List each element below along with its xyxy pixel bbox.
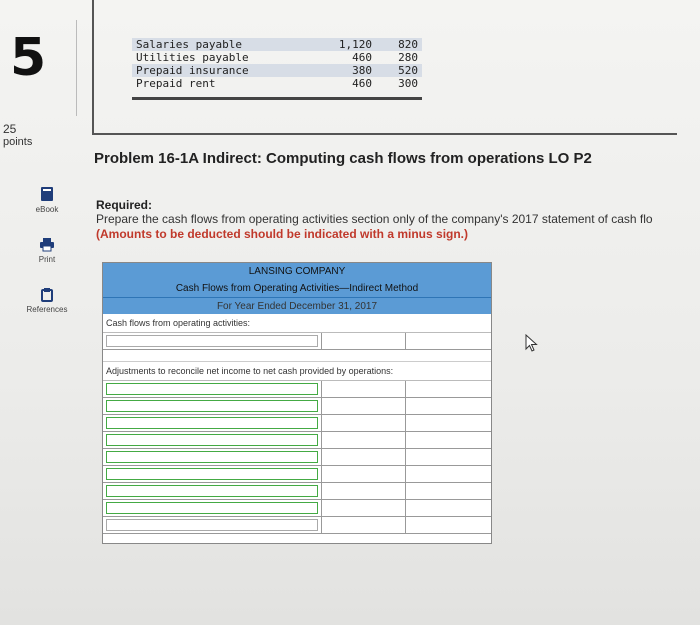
required-label: Required:	[96, 198, 153, 212]
statement-period: For Year Ended December 31, 2017	[103, 297, 491, 314]
mouse-cursor-icon	[525, 334, 539, 352]
cash-flow-statement	[102, 262, 492, 544]
account-value-2016: 280	[398, 51, 418, 64]
account-value-2017: 1,120	[338, 38, 372, 51]
divider	[76, 20, 77, 116]
description-input[interactable]	[103, 415, 322, 431]
points-indicator	[3, 122, 32, 148]
company-name: LANSING COMPANY	[248, 266, 346, 277]
description-input[interactable]	[103, 500, 322, 516]
amount-input[interactable]	[322, 415, 407, 431]
total-input[interactable]	[406, 466, 491, 482]
description-input[interactable]	[103, 517, 322, 533]
total-input[interactable]	[406, 381, 491, 397]
account-value-2017: 460	[352, 77, 372, 90]
description-input[interactable]	[103, 381, 322, 397]
ebook-button[interactable]	[22, 186, 72, 214]
spacer-row	[103, 350, 491, 362]
table-row	[103, 432, 491, 449]
account-value-2017: 380	[352, 64, 372, 77]
table-row	[103, 398, 491, 415]
amount-input[interactable]	[322, 432, 407, 448]
amount-input[interactable]	[322, 398, 407, 414]
references-button[interactable]	[22, 288, 72, 314]
required-text: Prepare the cash flows from operating activities section only of the company's 2017 statement of cash flo	[96, 212, 653, 226]
description-input[interactable]	[103, 449, 322, 465]
account-value-2017: 460	[352, 51, 372, 64]
account-name: Prepaid rent	[136, 77, 216, 90]
account-value-2016: 300	[398, 77, 418, 90]
print-button[interactable]	[22, 238, 72, 264]
account-value-2016: 820	[398, 38, 418, 51]
print-label: Print	[38, 255, 56, 264]
table-row	[103, 381, 491, 398]
ebook-label: eBook	[35, 205, 59, 214]
amount-input[interactable]	[322, 517, 407, 533]
total-input[interactable]	[406, 333, 491, 349]
total-input[interactable]	[406, 517, 491, 533]
account-value-2016: 520	[398, 64, 418, 77]
total-input[interactable]	[406, 415, 491, 431]
amount-input[interactable]	[322, 500, 407, 516]
amount-input[interactable]	[322, 483, 407, 499]
points-value: 25	[3, 122, 17, 136]
references-icon	[40, 288, 54, 302]
cash-flows-label: Cash flows from operating activities:	[103, 314, 491, 333]
total-input[interactable]	[406, 483, 491, 499]
table-row	[132, 51, 422, 64]
total-input[interactable]	[406, 398, 491, 414]
statement-header	[103, 263, 491, 314]
question-number: 5	[10, 28, 47, 88]
description-input[interactable]	[103, 483, 322, 499]
adjustments-label: Adjustments to reconcile net income to net cash provided by operations:	[103, 362, 491, 381]
total-input[interactable]	[406, 432, 491, 448]
book-icon	[40, 186, 54, 202]
description-input[interactable]	[103, 398, 322, 414]
description-input[interactable]	[103, 466, 322, 482]
table-row	[103, 500, 491, 517]
total-input[interactable]	[406, 500, 491, 516]
points-label: points	[3, 136, 33, 148]
description-input[interactable]	[103, 432, 322, 448]
references-label: References	[26, 305, 68, 314]
printer-icon	[39, 238, 55, 252]
table-row	[103, 449, 491, 466]
table-bottom-rule	[132, 97, 422, 100]
amount-input[interactable]	[322, 333, 407, 349]
table-row	[103, 517, 491, 534]
table-row	[132, 64, 422, 77]
table-row	[103, 333, 491, 350]
amount-input[interactable]	[322, 381, 407, 397]
description-input[interactable]	[103, 333, 322, 349]
total-input[interactable]	[406, 449, 491, 465]
table-row	[103, 483, 491, 500]
amount-input[interactable]	[322, 449, 407, 465]
account-table	[132, 38, 422, 90]
account-name: Utilities payable	[136, 51, 249, 64]
problem-title: Problem 16-1A Indirect: Computing cash flows from operations LO P2	[94, 150, 592, 167]
amount-input[interactable]	[322, 466, 407, 482]
account-name: Salaries payable	[136, 38, 242, 51]
statement-title: Cash Flows from Operating Activities—Indirect Method	[175, 283, 419, 294]
table-row	[132, 38, 422, 51]
account-name: Prepaid insurance	[136, 64, 249, 77]
required-note: (Amounts to be deducted should be indicated with a minus sign.)	[96, 227, 469, 241]
table-row	[103, 415, 491, 432]
table-row	[132, 77, 422, 90]
table-row	[103, 466, 491, 483]
